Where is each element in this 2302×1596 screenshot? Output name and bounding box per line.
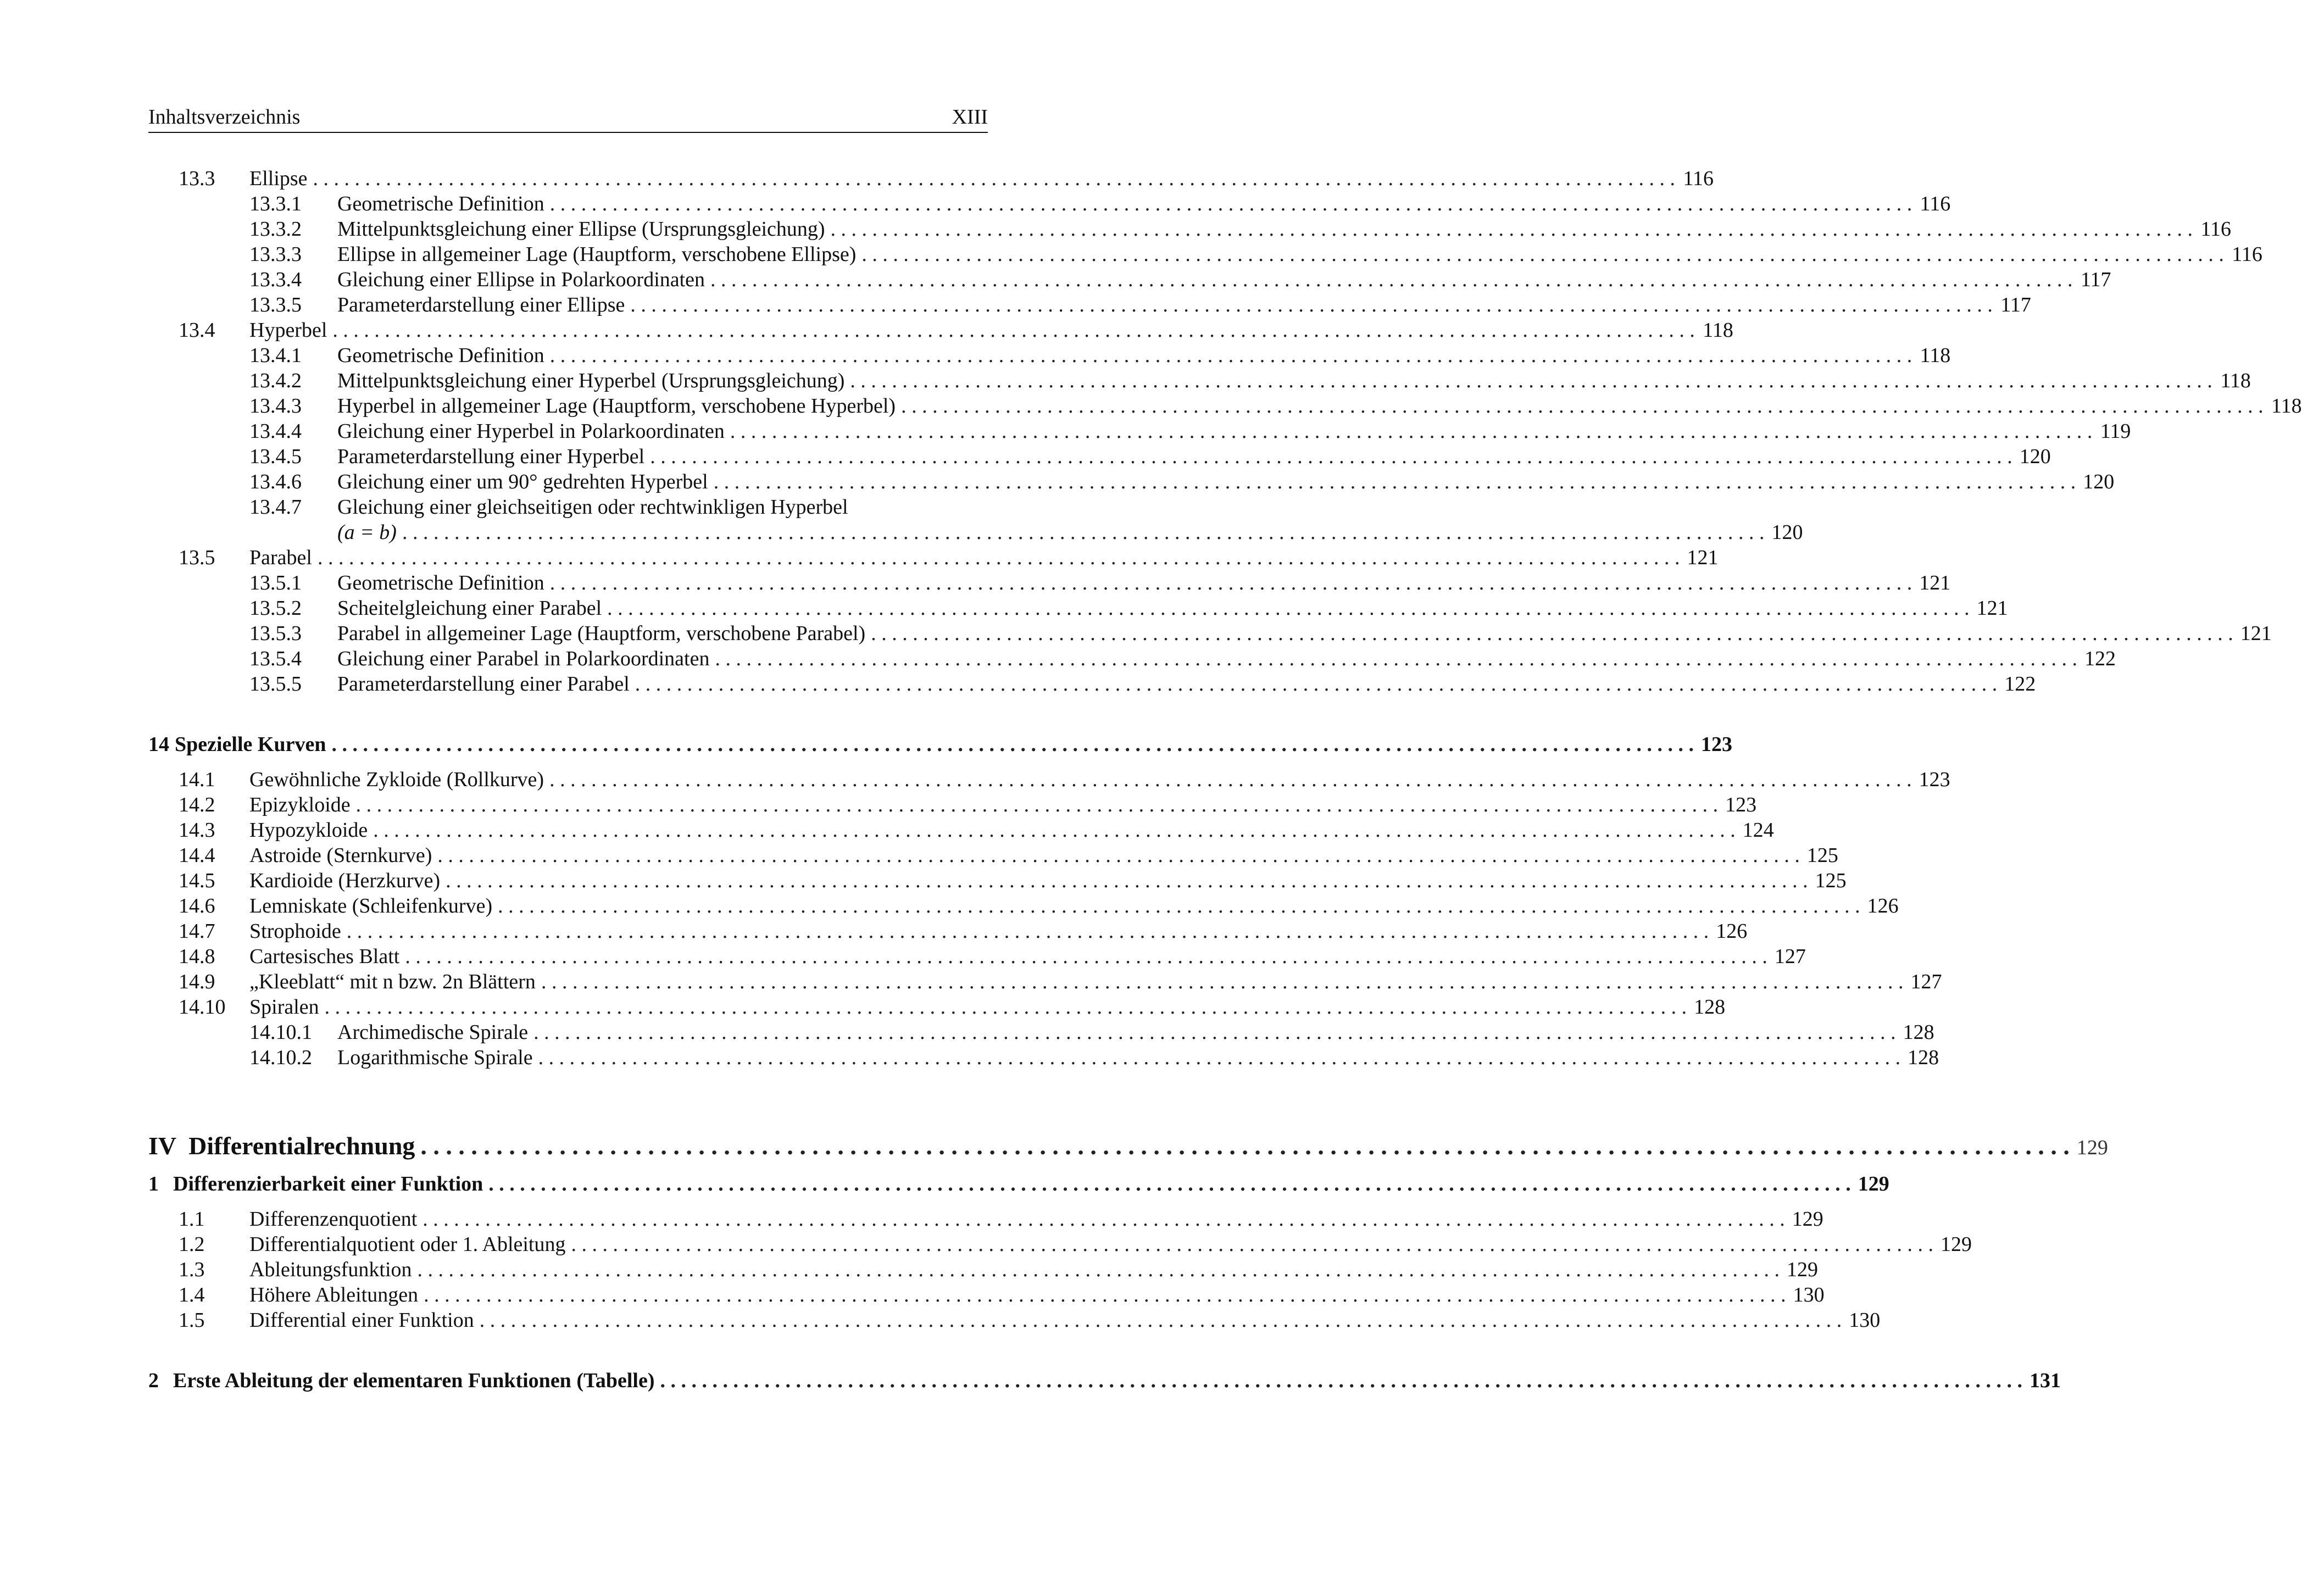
dot-leader xyxy=(325,994,1687,1020)
entry-page: 126 xyxy=(1716,920,1748,943)
entry-page: 125 xyxy=(1815,869,1847,892)
dot-leader xyxy=(332,318,1695,343)
entry-page: 119 xyxy=(2100,420,2131,443)
toc-chapter-14[interactable] xyxy=(148,732,1732,757)
chapter-page: 131 xyxy=(2029,1369,2061,1392)
entry-page: 125 xyxy=(1806,844,1838,867)
entry-page: 121 xyxy=(1687,546,1719,569)
toc-entry[interactable] xyxy=(148,792,1757,818)
entry-page: 117 xyxy=(2000,293,2031,316)
entry-number: 13.4.5 xyxy=(249,445,302,468)
dot-leader xyxy=(901,393,2264,419)
toc-entry[interactable] xyxy=(148,242,2262,267)
entry-page: 121 xyxy=(2240,622,2272,645)
toc-entry[interactable] xyxy=(148,1308,1881,1333)
entry-title: Parameterdarstellung einer Ellipse xyxy=(337,293,625,316)
header-page-number: XIII xyxy=(952,105,988,129)
dot-leader xyxy=(714,469,2076,494)
dot-leader xyxy=(630,292,1993,318)
toc-entry[interactable] xyxy=(148,318,1733,343)
dot-leader xyxy=(660,1368,2022,1393)
toc-entry-continuation[interactable] xyxy=(148,520,1803,545)
dot-leader xyxy=(422,1206,1785,1232)
entry-number: 13.3.4 xyxy=(249,268,302,291)
toc-entry[interactable] xyxy=(148,1257,1819,1282)
entry-title: Parabel in allgemeiner Lage (Hauptform, verschobene Parabel) xyxy=(337,622,866,645)
dot-leader xyxy=(420,1131,2070,1161)
entry-number: 13.4.1 xyxy=(249,344,302,367)
dot-leader xyxy=(730,419,2093,444)
chapter-number: 1 xyxy=(148,1172,159,1195)
toc-entry[interactable] xyxy=(148,1045,1939,1070)
entry-title: Lemniskate (Schleifenkurve) xyxy=(249,894,493,917)
entry-title: Spiralen xyxy=(249,996,319,1019)
entry-title: Gewöhnliche Zykloide (Rollkurve) xyxy=(249,768,544,791)
toc-entry[interactable] xyxy=(148,166,1714,191)
dot-leader xyxy=(861,242,2224,267)
entry-number: 14.6 xyxy=(179,894,215,917)
toc-entry[interactable] xyxy=(148,1282,1825,1308)
dot-leader xyxy=(405,944,1767,969)
entry-page: 128 xyxy=(1908,1046,1939,1069)
toc-entry[interactable] xyxy=(148,1232,1972,1257)
entry-number: 14.2 xyxy=(179,793,215,816)
entry-number: 13.5 xyxy=(179,546,215,569)
entry-number: 14.7 xyxy=(179,920,215,943)
entry-page: 118 xyxy=(2220,369,2251,392)
entry-page: 123 xyxy=(1725,793,1757,816)
entry-number: 13.4 xyxy=(179,319,215,342)
entry-number: 13.5.3 xyxy=(249,622,302,645)
toc-entry[interactable] xyxy=(148,843,1838,868)
entry-page: 127 xyxy=(1774,945,1806,968)
entry-page: 123 xyxy=(1919,768,1950,791)
entry-page: 118 xyxy=(2271,394,2302,418)
toc-entry[interactable] xyxy=(148,267,2111,292)
entry-number: 13.5.1 xyxy=(249,571,302,594)
entry-page: 116 xyxy=(1920,192,1951,215)
entry-title: Differentialquotient oder 1. Ableitung xyxy=(249,1233,566,1256)
entry-page: 120 xyxy=(2083,470,2115,493)
toc-entry[interactable] xyxy=(148,919,1748,944)
entry-title: Geometrische Definition xyxy=(337,344,544,367)
entry-title: Scheitelgleichung einer Parabel xyxy=(337,597,602,620)
entry-title: Gleichung einer gleichseitigen oder rechtwinkligen Hyperbel xyxy=(337,496,848,519)
dot-leader xyxy=(318,545,1680,570)
entry-title: Geometrische Definition xyxy=(337,192,544,215)
entry-title: Kardioide (Herzkurve) xyxy=(249,869,441,892)
dot-leader xyxy=(480,1308,1842,1333)
entry-number: 14.1 xyxy=(179,768,215,791)
toc-group-14 xyxy=(148,767,1950,1070)
dot-leader xyxy=(549,767,1912,792)
entry-title: Hypozykloide xyxy=(249,819,368,842)
entry-number: 14.10 xyxy=(179,996,226,1019)
dot-leader xyxy=(831,216,2193,242)
dot-leader xyxy=(571,1232,1934,1257)
entry-page: 121 xyxy=(1976,597,2008,620)
entry-title: Gleichung einer um 90° gedrehten Hyperbel xyxy=(337,470,708,493)
entry-title: Strophoide xyxy=(249,920,341,943)
toc-entry[interactable] xyxy=(148,292,2031,318)
dot-leader xyxy=(715,646,2077,671)
entry-title: Differential einer Funktion xyxy=(249,1309,474,1332)
toc-group-1 xyxy=(148,1206,1972,1333)
entry-title: „Kleeblatt“ mit n bzw. 2n Blättern xyxy=(249,970,536,993)
toc-entry[interactable] xyxy=(148,1206,1823,1232)
dot-leader xyxy=(446,868,1808,893)
entry-title: Parabel xyxy=(249,546,312,569)
entry-number: 14.8 xyxy=(179,945,215,968)
dot-leader xyxy=(418,1257,1780,1282)
entry-number: 1.1 xyxy=(179,1208,205,1231)
entry-page: 120 xyxy=(1771,521,1803,544)
entry-number: 14.3 xyxy=(179,819,215,842)
entry-number: 14.9 xyxy=(179,970,215,993)
entry-number: 13.5.5 xyxy=(249,672,302,696)
entry-page: 128 xyxy=(1694,996,1726,1019)
dot-leader xyxy=(347,919,1709,944)
toc-part-iv[interactable] xyxy=(148,1131,2108,1161)
entry-page: 117 xyxy=(2080,268,2111,291)
toc-entry[interactable] xyxy=(148,444,2051,469)
header-title: Inhaltsverzeichnis xyxy=(148,105,301,129)
dot-leader xyxy=(373,818,1736,843)
entry-number: 1.3 xyxy=(179,1258,205,1281)
entry-page: 129 xyxy=(1792,1208,1823,1231)
dot-leader xyxy=(607,596,1970,621)
toc-entry[interactable] xyxy=(148,393,2302,419)
toc-entry[interactable] xyxy=(148,1020,1934,1045)
toc-entry[interactable] xyxy=(148,596,2008,621)
entry-title: Epizykloide xyxy=(249,793,351,816)
dot-leader xyxy=(424,1282,1786,1308)
toc-entry[interactable] xyxy=(148,818,1774,843)
entry-title: Astroide (Sternkurve) xyxy=(249,844,432,867)
dot-leader xyxy=(550,343,1912,368)
entry-page: 124 xyxy=(1742,819,1774,842)
dot-leader xyxy=(331,732,1694,757)
dot-leader xyxy=(437,843,1800,868)
entry-number: 14.5 xyxy=(179,869,215,892)
dot-leader xyxy=(541,969,1904,994)
entry-page: 122 xyxy=(2004,672,2036,696)
entry-page: 129 xyxy=(1940,1233,1972,1256)
toc-entry[interactable] xyxy=(148,893,1899,919)
toc-entry[interactable] xyxy=(148,419,2131,444)
entry-page: 116 xyxy=(2232,243,2262,266)
toc-group-13 xyxy=(148,166,2302,494)
entry-number: 13.4.6 xyxy=(249,470,302,493)
entry-page: 122 xyxy=(2084,647,2116,670)
entry-page: 130 xyxy=(1849,1309,1881,1332)
chapter-page: 129 xyxy=(1858,1172,1889,1195)
chapter-title: Differenzierbarkeit einer Funktion xyxy=(173,1172,483,1195)
dot-leader xyxy=(650,444,2012,469)
toc-entry[interactable] xyxy=(148,570,1951,596)
toc-chapter-1[interactable] xyxy=(148,1171,1889,1197)
entry-title: Hyperbel xyxy=(249,319,327,342)
entry-title: Mittelpunktsgleichung einer Hyperbel (Ursprungsgleichung) xyxy=(337,369,845,392)
dot-leader xyxy=(313,166,1676,191)
toc-entry[interactable] xyxy=(148,368,2251,393)
entry-title: Gleichung einer Hyperbel in Polarkoordinaten xyxy=(337,420,725,443)
entry-title: Parameterdarstellung einer Hyperbel xyxy=(337,445,645,468)
entry-number: 13.4.4 xyxy=(249,420,302,443)
entry-number: 13.5.2 xyxy=(249,597,302,620)
entry-page: 116 xyxy=(1683,167,1714,190)
toc-page xyxy=(148,104,2302,1393)
dot-leader xyxy=(550,191,1912,216)
entry-number: 13.4.3 xyxy=(249,394,302,418)
toc-entry[interactable] xyxy=(148,868,1847,893)
entry-title: Ableitungsfunktion xyxy=(249,1258,412,1281)
entry-page: 128 xyxy=(1903,1021,1934,1044)
entry-title: Hyperbel in allgemeiner Lage (Hauptform, verschobene Hyperbel) xyxy=(337,394,896,418)
part-page: 129 xyxy=(2076,1136,2108,1159)
entry-number: 14.10.1 xyxy=(249,1021,312,1044)
entry-title: Differenzenquotient xyxy=(249,1208,418,1231)
entry-page: 120 xyxy=(2019,445,2051,468)
entry-title: Geometrische Definition xyxy=(337,571,544,594)
dot-leader xyxy=(488,1171,1851,1197)
entry-number: 13.3.1 xyxy=(249,192,302,215)
entry-title: Ellipse xyxy=(249,167,308,190)
part-title: Differentialrechnung xyxy=(188,1132,415,1160)
toc-entry[interactable] xyxy=(148,343,1951,368)
entry-number: 13.3.3 xyxy=(249,243,302,266)
entry-number: 14.10.2 xyxy=(249,1046,312,1069)
entry-page: 127 xyxy=(1910,970,1942,993)
entry-title: Mittelpunktsgleichung einer Ellipse (Ursprungsgleichung) xyxy=(337,218,825,241)
toc-entry[interactable] xyxy=(148,191,1951,216)
toc-entry[interactable] xyxy=(148,621,2272,646)
entry-page: 118 xyxy=(1703,319,1733,342)
entry-title: Archimedische Spirale xyxy=(337,1021,529,1044)
chapter-title: Erste Ableitung der elementaren Funktionen (Tabelle) xyxy=(173,1369,655,1392)
entry-page: 118 xyxy=(1920,344,1951,367)
toc-chapter-2[interactable] xyxy=(148,1368,2061,1393)
running-head xyxy=(148,104,988,133)
toc-entry[interactable] xyxy=(148,469,2115,494)
dot-leader xyxy=(538,1045,1901,1070)
chapter-title: Spezielle Kurven xyxy=(175,733,326,756)
entry-page: 129 xyxy=(1787,1258,1819,1281)
dot-leader xyxy=(710,267,2073,292)
entry-number: 13.3 xyxy=(179,167,215,190)
entry-number: 1.5 xyxy=(179,1309,205,1332)
entry-page: 126 xyxy=(1867,894,1899,917)
dot-leader xyxy=(871,621,2233,646)
entry-number: 13.3.2 xyxy=(249,218,302,241)
dot-leader xyxy=(498,893,1860,919)
toc-entry[interactable] xyxy=(148,994,1726,1020)
entry-title: Ellipse in allgemeiner Lage (Hauptform, verschobene Ellipse) xyxy=(337,243,857,266)
entry-title: Parameterdarstellung einer Parabel xyxy=(337,672,630,696)
toc-entry[interactable] xyxy=(148,646,2116,671)
entry-title: Cartesisches Blatt xyxy=(249,945,400,968)
dot-leader xyxy=(850,368,2212,393)
dot-leader xyxy=(550,570,1912,596)
toc-list xyxy=(148,166,2302,1393)
entry-number: 1.4 xyxy=(179,1283,205,1306)
chapter-page: 123 xyxy=(1700,733,1732,756)
dot-leader xyxy=(356,792,1719,818)
toc-entry[interactable] xyxy=(148,216,2232,242)
entry-number: 13.3.5 xyxy=(249,293,302,316)
entry-number: 13.4.2 xyxy=(249,369,302,392)
dot-leader xyxy=(635,671,1998,697)
entry-page: 130 xyxy=(1793,1283,1825,1306)
toc-entry[interactable] xyxy=(148,944,1806,969)
entry-number: 13.5.4 xyxy=(249,647,302,670)
entry-title: Gleichung einer Ellipse in Polarkoordinaten xyxy=(337,268,705,291)
toc-entry[interactable] xyxy=(148,767,1950,792)
dot-leader xyxy=(533,1020,1896,1045)
entry-title: Gleichung einer Parabel in Polarkoordinaten xyxy=(337,647,710,670)
entry-number: 13.4.7 xyxy=(249,496,302,519)
toc-group-13-5 xyxy=(148,545,2272,697)
entry-number: 1.2 xyxy=(179,1233,205,1256)
toc-entry[interactable] xyxy=(148,494,988,520)
entry-title-continuation: (a = b) xyxy=(337,521,397,544)
chapter-number: 14 xyxy=(148,733,169,756)
part-number: IV xyxy=(148,1132,177,1160)
entry-page: 116 xyxy=(2200,218,2232,241)
entry-title: Höhere Ableitungen xyxy=(249,1283,419,1306)
toc-entry[interactable] xyxy=(148,671,2036,697)
dot-leader xyxy=(402,520,1765,545)
entry-title: Logarithmische Spirale xyxy=(337,1046,533,1069)
entry-number: 14.4 xyxy=(179,844,215,867)
toc-entry[interactable] xyxy=(148,545,1719,570)
toc-entry[interactable] xyxy=(148,969,1942,994)
entry-page: 121 xyxy=(1919,571,1951,594)
chapter-number: 2 xyxy=(148,1369,159,1392)
